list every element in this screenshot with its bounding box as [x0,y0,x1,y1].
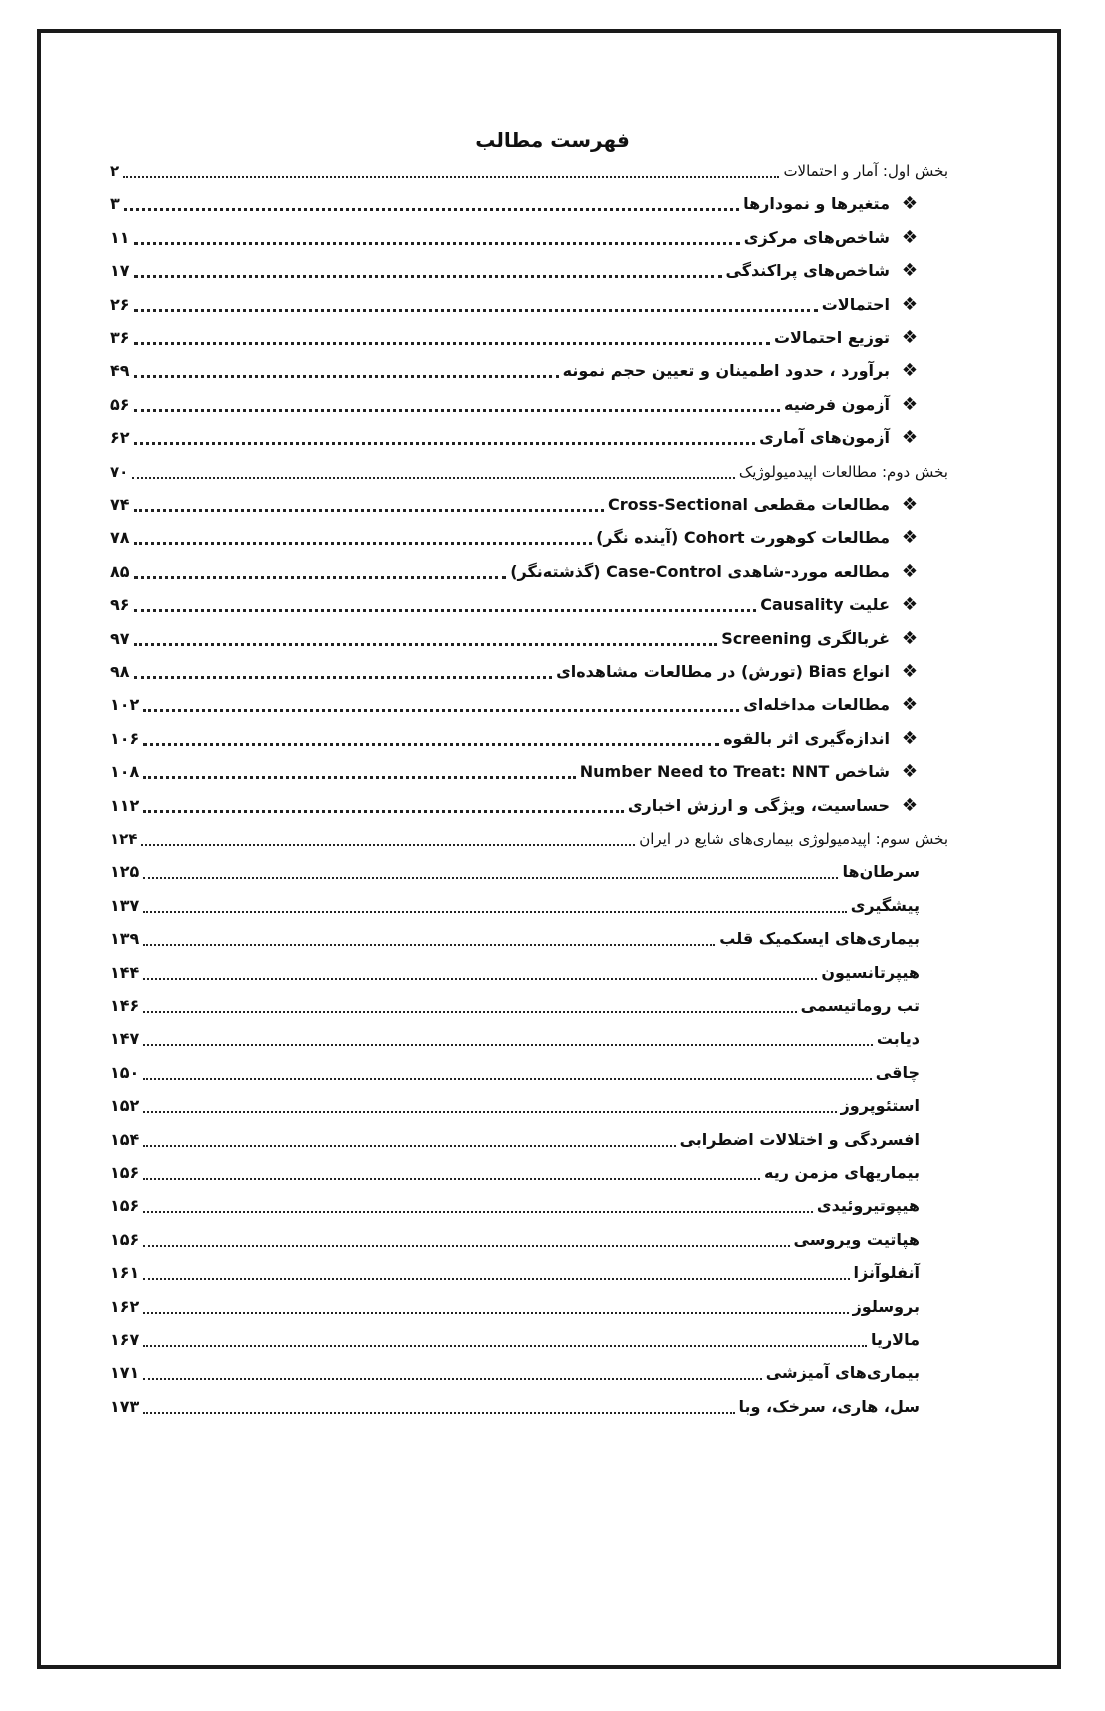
four-diamond-bullet-icon: ❖ [901,494,919,515]
toc-entry[interactable] [110,1154,920,1184]
toc-entry[interactable] [110,787,930,817]
toc-entry[interactable] [110,286,930,316]
toc-entry[interactable] [110,720,930,750]
dot-leader [134,643,718,646]
page-number: ۵۶ [110,394,130,414]
entry-label: هیپوتیروئیدی [816,1196,920,1216]
entry-label: شاخص‌های پراکندگی [725,261,890,281]
dot-leader [132,477,735,479]
toc-entry[interactable] [110,185,930,215]
page-number: ۱۲۴ [110,830,138,848]
page-number: ۱۵۶ [110,1229,140,1249]
entry-label: آزمون فرضیه [784,394,890,414]
toc-entry[interactable] [110,1054,920,1084]
page-number: ۱۷ [110,261,130,281]
toc-entry[interactable] [110,319,930,349]
entry-label: مالاریا [870,1330,920,1349]
dot-leader [143,911,846,913]
page-number: ۳۶ [110,328,130,347]
page-title: فهرست مطالب [475,128,630,152]
four-diamond-bullet-icon: ❖ [901,260,919,282]
toc-entry[interactable] [110,1388,920,1418]
toc-entry[interactable] [110,1321,920,1351]
toc-section-3[interactable] [110,820,948,850]
toc-entry[interactable] [110,887,920,917]
dot-leader [134,442,756,445]
entry-label: مطالعات مقطعی Cross-Sectional [608,495,890,514]
entry-label: غربالگری Screening [721,628,890,648]
entry-label: استئوپروز [840,1096,920,1116]
entry-label: بیماری‌های آمیزشی [765,1363,920,1383]
toc-entry[interactable] [110,653,930,683]
dot-leader [134,375,559,378]
toc-entry[interactable] [110,419,930,449]
page-number: ۱۵۶ [110,1163,140,1182]
page-number: ۱۱ [110,227,130,247]
dot-leader [141,844,635,846]
dot-leader [143,1078,872,1080]
page-number: ۹۷ [110,628,130,648]
entry-label: علیت Causality [760,595,890,615]
page-number: ۱۶۲ [110,1296,140,1316]
toc-entry[interactable] [110,386,930,416]
dot-leader [134,542,593,545]
page-number: ۷۰ [110,462,129,481]
entry-label: توزیع احتمالات [773,328,890,347]
toc-entry[interactable] [110,486,930,516]
four-diamond-bullet-icon: ❖ [901,761,919,783]
entry-label: هپاتیت ویروسی [793,1229,920,1249]
dot-leader [134,509,605,512]
toc-entry[interactable] [110,1020,920,1050]
entry-label: پیشگیری [850,895,920,915]
dot-leader [134,242,740,245]
four-diamond-bullet-icon: ❖ [901,527,919,549]
page-number: ۷۸ [110,528,130,548]
toc-entry[interactable] [110,252,930,282]
toc-entry[interactable] [110,920,920,950]
dot-leader [143,1145,675,1147]
dot-leader [143,1412,734,1414]
entry-label: انواع Bias (تورش) در مطالعات مشاهده‌ای [556,662,890,681]
page-number: ۱۷۳ [110,1396,140,1416]
dot-leader [134,676,553,679]
page-number: ۱۶۷ [110,1330,140,1349]
four-diamond-bullet-icon: ❖ [901,360,919,382]
dot-leader [143,978,817,980]
toc-entry[interactable] [110,1254,920,1284]
dot-leader [143,743,719,746]
entry-label: چاقی [875,1062,920,1082]
entry-label: اندازه‌گیری اثر بالقوه [723,728,890,748]
four-diamond-bullet-icon: ❖ [901,293,919,315]
page-number: ۱۰۸ [110,762,140,782]
entry-label: هیپرتانسیون [821,962,920,982]
entry-label: تب روماتیسمی [800,996,920,1015]
section-label: بخش دوم: مطالعات اپیدمیولوژیک [738,462,948,481]
toc-entry[interactable] [110,352,930,382]
page-number: ۱۳۹ [110,929,140,949]
entry-label: مطالعات مداخله‌ای [743,695,890,715]
four-diamond-bullet-icon: ❖ [901,393,919,415]
four-diamond-bullet-icon: ❖ [901,594,919,616]
dot-leader [143,1378,761,1380]
entry-label: شاخص Number Need to Treat: NNT [579,762,890,782]
dot-leader [143,1211,813,1213]
toc-entry[interactable] [110,519,930,549]
toc-entry[interactable] [110,987,920,1017]
dot-leader [143,1178,760,1180]
dot-leader [143,1345,867,1347]
page-number: ۱۳۷ [110,895,140,915]
page-number: ۲۶ [110,294,130,314]
toc-entry[interactable] [110,686,930,716]
dot-leader [143,877,838,879]
dot-leader [143,1278,849,1280]
toc-entry[interactable] [110,1121,920,1151]
four-diamond-bullet-icon: ❖ [901,427,919,449]
dot-leader [143,776,575,779]
page-number: ۹۶ [110,595,130,615]
entry-label: بیماریهای مزمن ریه [764,1163,920,1182]
dot-leader [134,342,770,345]
page-number: ۱۰۲ [110,695,140,715]
page-number: ۱۷۱ [110,1363,140,1383]
dot-leader [134,576,507,579]
dot-leader [134,309,818,312]
page-number: ۷۴ [110,495,130,514]
dot-leader [143,810,624,813]
toc-entry[interactable] [110,620,930,650]
entry-label: مطالعات کوهورت Cohort (آینده نگر) [596,528,890,548]
toc-entry[interactable] [110,1087,920,1117]
dot-leader [134,409,780,412]
entry-label: دیابت [876,1029,920,1049]
four-diamond-bullet-icon: ❖ [901,727,919,749]
toc-entry[interactable] [110,1221,920,1251]
page-number: ۱۵۶ [110,1196,140,1216]
entry-label: برآورد ، حدود اطمینان و تعیین حجم نمونه [562,361,890,381]
dot-leader [143,944,715,946]
page-number: ۱۱۲ [110,795,140,815]
toc-section-1[interactable] [110,152,948,182]
entry-label: بروسلوز [852,1296,920,1316]
page-number: ۳ [110,194,120,214]
toc-entry[interactable] [110,219,930,249]
section-label: بخش اول: آمار و احتمالات [783,162,948,180]
four-diamond-bullet-icon: ❖ [901,661,919,682]
toc-entry[interactable] [110,753,930,783]
page-number: ۱۴۷ [110,1029,140,1049]
dot-leader [143,1111,836,1113]
entry-label: سل، هاری، سرخک، وبا [738,1396,920,1416]
entry-label: سرطان‌ها [842,862,920,882]
four-diamond-bullet-icon: ❖ [901,560,919,582]
four-diamond-bullet-icon: ❖ [901,226,919,248]
entry-label: متغیرها و نمودارها [743,194,890,214]
page-number: ۴۹ [110,361,130,381]
entry-label: بیماری‌های ایسکمیک قلب [719,929,920,949]
four-diamond-bullet-icon: ❖ [901,327,919,348]
page-number: ۱۲۵ [110,862,140,882]
page-number: ۱۰۶ [110,728,140,748]
page-number: ۱۶۱ [110,1263,140,1283]
page-number: ۸۵ [110,561,130,581]
dot-leader [123,176,779,178]
page-number: ۱۴۴ [110,962,140,982]
page-number: ۹۸ [110,662,130,681]
dot-leader [134,609,757,612]
four-diamond-bullet-icon: ❖ [901,627,919,649]
entry-label: مطالعه مورد-شاهدی Case-Control (گذشته‌نگر) [510,561,890,581]
dot-leader [143,1312,848,1314]
dot-leader [143,1011,796,1013]
entry-label: افسردگی و اختلالات اضطرابی [679,1129,920,1149]
page-number: ۱۵۴ [110,1129,140,1149]
dot-leader [134,275,722,278]
four-diamond-bullet-icon: ❖ [901,794,919,816]
toc-entry[interactable] [110,853,920,883]
dot-leader [143,1245,789,1247]
dot-leader [124,208,739,211]
toc-section-2[interactable] [110,453,948,483]
entry-label: آنفلوآنزا [853,1263,920,1283]
page-number: ۲ [110,162,120,180]
entry-label: حساسیت، ویژگی و ارزش اخباری [627,795,890,815]
toc-entry[interactable] [110,586,930,616]
entry-label: آزمون‌های آماری [759,428,890,448]
page-number: ۱۵۲ [110,1096,140,1116]
section-label: بخش سوم: اپیدمیولوژی بیماری‌های شایع در ایران [639,830,948,848]
page-number: ۱۴۶ [110,996,140,1015]
toc-entry[interactable] [110,1288,920,1318]
page-number: ۶۲ [110,428,130,448]
entry-label: احتمالات [821,294,890,314]
toc-entry[interactable] [110,1187,920,1217]
toc-entry[interactable] [110,954,920,984]
dot-leader [143,709,739,712]
toc-entry[interactable] [110,1354,920,1384]
toc-entry[interactable] [110,553,930,583]
four-diamond-bullet-icon: ❖ [901,193,919,215]
dot-leader [143,1044,873,1046]
four-diamond-bullet-icon: ❖ [901,694,919,716]
page-number: ۱۵۰ [110,1062,140,1082]
entry-label: شاخص‌های مرکزی [743,227,890,247]
